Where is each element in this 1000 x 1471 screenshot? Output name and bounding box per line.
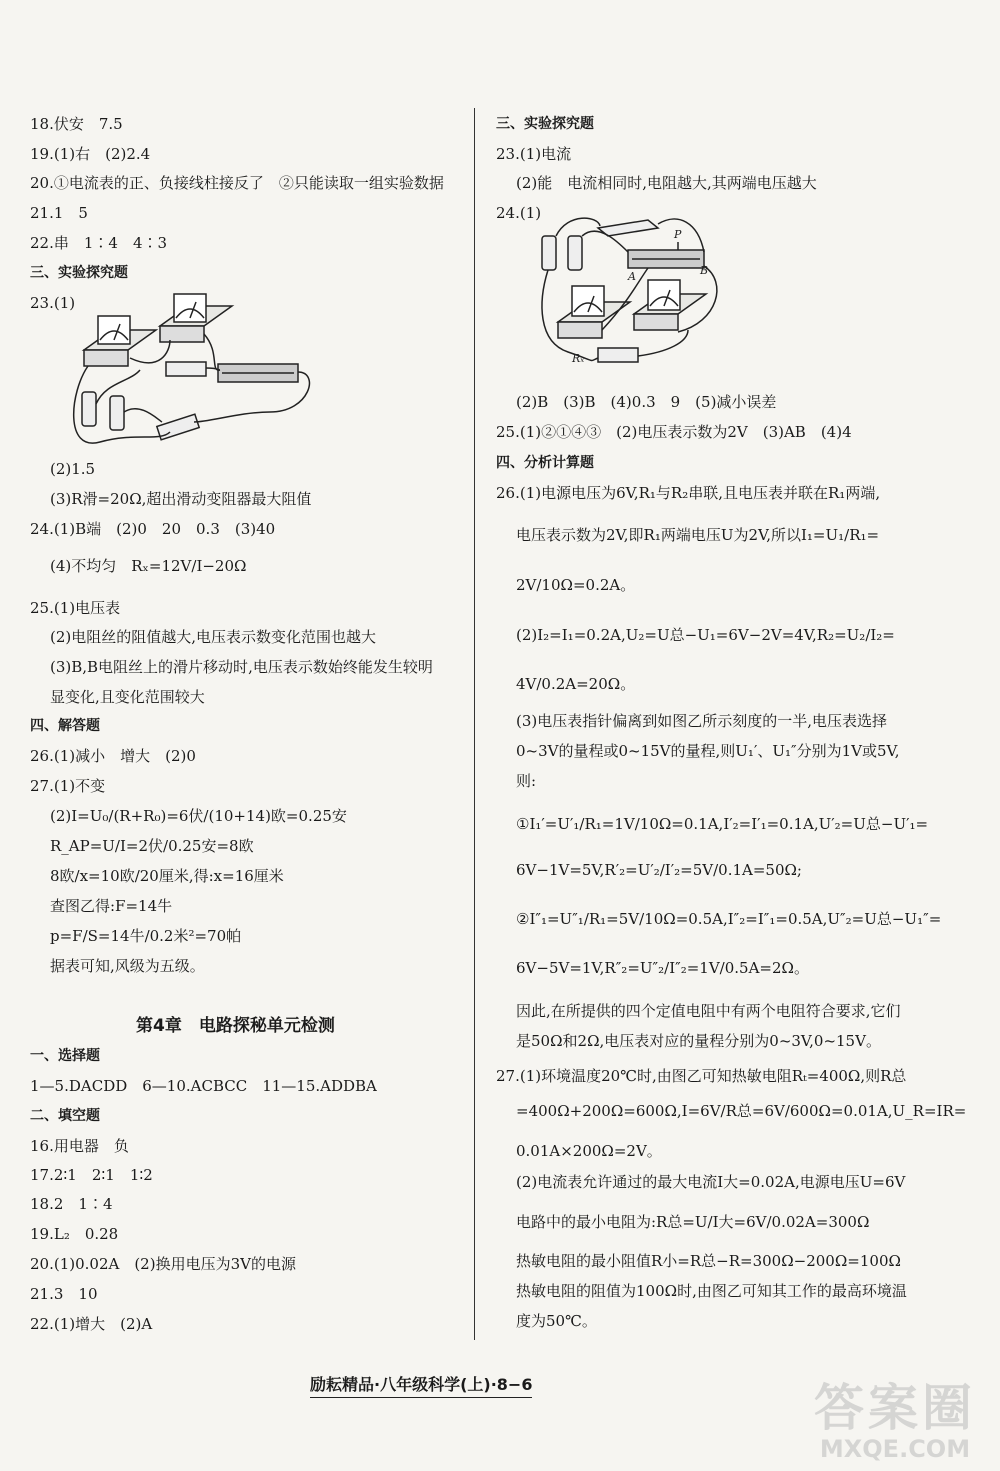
answer-r24-2: (2)B (3)B (4)0.3 9 (5)减小误差 [516, 393, 777, 411]
answer-r26-case2: ②I″₁=U″₁/R₁=5V/10Ω=0.5A,I″₂=I″₁=0.5A,U″₂=U总−U₁″= [516, 910, 942, 928]
fill-22: 22.(1)增大 (2)A [30, 1315, 153, 1333]
answer-25: 25.(1)电压表 [30, 599, 121, 617]
circuit-diagram-right [528, 202, 778, 372]
page-footer: 励耘精品·八年级科学(上)·8−6 [310, 1372, 532, 1398]
svg-text:P: P [674, 228, 682, 241]
answer-27: 27.(1)不变 [30, 777, 106, 795]
watermark [800, 1380, 990, 1470]
section-heading-experiment-right: 三、实验探究题 [496, 116, 594, 132]
answer-r23-2: (2)能 电流相同时,电阻越大,其两端电压越大 [516, 174, 817, 192]
answer-25-2: (2)电阻丝的阻值越大,电压表示数变化范围也越大 [50, 628, 377, 646]
answer-27-2: (2)I=U₀/(R+R₀)=6伏/(10+14)欧=0.25安 [50, 807, 347, 825]
choice-answers: 1—5.DACDD 6—10.ACBCC 11—15.ADDBA [30, 1077, 377, 1095]
column-divider [474, 108, 475, 1340]
answer-r27-b: =400Ω+200Ω=600Ω,I=6V/R总=6V/600Ω=0.01A,U_R=IR= [516, 1102, 967, 1120]
answer-r27-2b: 电路中的最小电阻为:R总=U/I大=6V/0.02A=300Ω [516, 1213, 870, 1231]
answer-23-3: (3)R滑=20Ω,超出滑动变阻器最大阻值 [50, 490, 312, 508]
answer-27-conclusion: 据表可知,风级为五级。 [50, 957, 205, 975]
answer-r25: 25.(1)②①④③ (2)电压表示数为2V (3)AB (4)4 [496, 423, 852, 441]
watermark-url: MXQE.COM [819, 1435, 971, 1463]
answer-r27-c: 0.01A×200Ω=2V。 [516, 1142, 662, 1160]
answer-r27: 27.(1)环境温度20℃时,由图乙可知热敏电阻Rₜ=400Ω,则R总 [496, 1067, 907, 1085]
answer-26: 26.(1)减小 增大 (2)0 [30, 747, 196, 765]
fill-21: 21.3 10 [30, 1285, 98, 1303]
answer-23: 23.(1) [30, 294, 76, 312]
answer-r27-2d: 热敏电阻的阻值为100Ω时,由图乙可知其工作的最高环境温 [516, 1282, 907, 1300]
answer-r26-a: 电压表示数为2V,即R₁两端电压U为2V,所以I₁=U₁/R₁= [516, 526, 880, 544]
answer-r26-case2b: 6V−5V=1V,R″₂=U″₂/I″₂=1V/0.5A=2Ω。 [516, 959, 809, 977]
answer-23-2: (2)1.5 [50, 460, 96, 478]
answer-20: 20.①电流表的正、负接线柱接反了 ②只能读取一组实验数据 [30, 174, 444, 192]
answer-r27-2: (2)电流表允许通过的最大电流I大=0.02A,电源电压U=6V [516, 1173, 906, 1191]
answer-r26-case1b: 6V−1V=5V,R′₂=U′₂/I′₂=5V/0.1A=50Ω; [516, 861, 802, 879]
chapter-title: 第4章 电路探秘单元检测 [136, 1016, 335, 1036]
answer-r26-case1: ①I₁′=U′₁/R₁=1V/10Ω=0.1A,I′₂=I′₁=0.1A,U′₂=U总−U′₁= [516, 815, 929, 833]
answer-25-3: (3)B,B电阻丝上的滑片移动时,电压表示数始终能发生较明 [50, 658, 433, 676]
answer-r26-2b: 4V/0.2A=20Ω。 [516, 675, 636, 693]
answer-18: 18.伏安 7.5 [30, 115, 123, 133]
answer-r27-2c: 热敏电阻的最小阻值R小=R总−R=300Ω−200Ω=100Ω [516, 1252, 901, 1270]
answer-27-rap: R_AP=U/I=2伏/0.25安=8欧 [50, 837, 254, 855]
fill-16: 16.用电器 负 [30, 1137, 129, 1155]
svg-text:B: B [700, 264, 709, 277]
answer-r26-2: (2)I₂=I₁=0.2A,U₂=U总−U₁=6V−2V=4V,R₂=U₂/I₂= [516, 626, 895, 644]
answer-24: 24.(1)B端 (2)0 20 0.3 (3)40 [30, 520, 276, 538]
fill-19: 19.L₂ 0.28 [30, 1225, 119, 1243]
watermark-logo: 答案圈 [814, 1379, 976, 1437]
answer-19: 19.(1)右 (2)2.4 [30, 145, 151, 163]
fill-18: 18.2 1∶4 [30, 1195, 113, 1213]
answer-22: 22.串 1∶4 4∶3 [30, 234, 168, 252]
section-heading-calculation: 四、分析计算题 [496, 455, 594, 471]
section-heading-fill: 二、填空题 [30, 1108, 100, 1124]
answer-r26-3b: 0~3V的量程或0~15V的量程,则U₁′、U₁″分别为1V或5V, [516, 742, 900, 760]
answer-25-3-cont: 显变化,且变化范围较大 [50, 688, 205, 706]
svg-text:A: A [628, 270, 636, 283]
section-heading-solution: 四、解答题 [30, 718, 100, 734]
answer-24-4: (4)不均匀 Rₓ=12V/I−20Ω [50, 557, 247, 575]
answer-r27-2e: 度为50℃。 [516, 1312, 597, 1330]
section-heading-experiment: 三、实验探究题 [30, 265, 128, 281]
answer-r26-3c: 则: [516, 772, 537, 790]
answer-21: 21.1 5 [30, 204, 88, 222]
fill-17: 17.2∶1 2∶1 1∶2 [30, 1166, 153, 1184]
circuit-diagram-left [70, 292, 330, 462]
answer-r23: 23.(1)电流 [496, 145, 572, 163]
answer-27-x: 8欧/x=10欧/20厘米,得:x=16厘米 [50, 867, 284, 885]
answer-r26-b: 2V/10Ω=0.2A。 [516, 576, 636, 594]
answer-r24: 24.(1) [496, 204, 542, 222]
svg-text:Rₓ: Rₓ [572, 352, 585, 365]
answer-r26: 26.(1)电源电压为6V,R₁与R₂串联,且电压表并联在R₁两端, [496, 484, 881, 502]
answer-27-f: 查图乙得:F=14牛 [50, 897, 173, 915]
answer-27-p: p=F/S=14牛/0.2米²=70帕 [50, 927, 242, 945]
answer-r26-3: (3)电压表指针偏离到如图乙所示刻度的一半,电压表选择 [516, 712, 888, 730]
answer-r26-conclusion: 因此,在所提供的四个定值电阻中有两个电阻符合要求,它们 [516, 1002, 901, 1020]
section-heading-choice: 一、选择题 [30, 1048, 100, 1064]
answer-r26-conclusion-b: 是50Ω和2Ω,电压表对应的量程分别为0~3V,0~15V。 [516, 1032, 881, 1050]
fill-20: 20.(1)0.02A (2)换用电压为3V的电源 [30, 1255, 296, 1273]
